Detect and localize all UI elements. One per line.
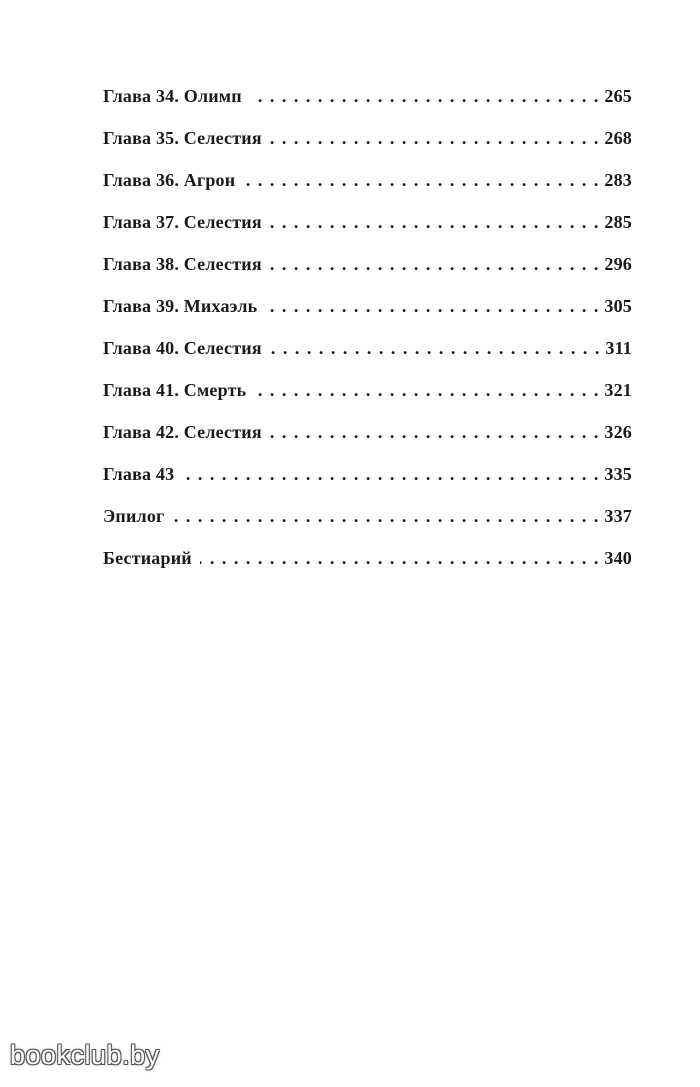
toc-entry-page: 305 bbox=[604, 296, 632, 316]
dot-leader bbox=[200, 548, 599, 569]
dot-leader bbox=[243, 170, 598, 191]
toc-entry-page: 337 bbox=[604, 506, 632, 526]
toc-entry bbox=[103, 296, 632, 338]
toc-entry-title: Глава 36. Агрон bbox=[103, 170, 236, 190]
toc-entry bbox=[103, 548, 632, 590]
toc-entry bbox=[103, 338, 632, 380]
toc-entry bbox=[103, 254, 632, 296]
toc-entry bbox=[103, 212, 632, 254]
toc-entry-page: 321 bbox=[604, 380, 632, 400]
toc-entry-title: Глава 39. Михаэль bbox=[103, 296, 258, 316]
toc-entry bbox=[103, 380, 632, 422]
dot-leader bbox=[172, 506, 598, 527]
dot-leader bbox=[270, 422, 599, 443]
toc-entry-page: 296 bbox=[604, 254, 632, 274]
toc-entry bbox=[103, 464, 632, 506]
toc-entry bbox=[103, 86, 632, 128]
toc-entry-page: 285 bbox=[604, 212, 632, 232]
toc-entry-title: Глава 42. Селестия bbox=[103, 422, 262, 442]
watermark: bookclub.by bbox=[10, 1040, 160, 1070]
toc-entry-page: 283 bbox=[604, 170, 632, 190]
dot-leader bbox=[250, 86, 599, 107]
dot-leader bbox=[182, 464, 598, 485]
toc-entry-title: Глава 35. Селестия bbox=[103, 128, 262, 148]
dot-leader bbox=[270, 128, 599, 149]
toc-entry-page: 265 bbox=[604, 86, 632, 106]
toc-entry-title: Глава 43 bbox=[103, 464, 175, 484]
toc-entry bbox=[103, 170, 632, 212]
toc-entry-title: Эпилог bbox=[103, 506, 165, 526]
dot-leader bbox=[254, 380, 598, 401]
toc-entry-title: Бестиарий bbox=[103, 548, 192, 568]
toc-entry-title: Глава 41. Смерть bbox=[103, 380, 247, 400]
table-of-contents bbox=[103, 86, 632, 590]
toc-entry bbox=[103, 506, 632, 548]
dot-leader bbox=[265, 296, 598, 317]
toc-entry-page: 268 bbox=[604, 128, 632, 148]
toc-entry-page: 335 bbox=[604, 464, 632, 484]
toc-entry bbox=[103, 128, 632, 170]
toc-entry-page: 340 bbox=[604, 548, 632, 568]
toc-entry-title: Глава 37. Селестия bbox=[103, 212, 262, 232]
toc-entry-page: 311 bbox=[605, 338, 632, 358]
dot-leader bbox=[270, 254, 599, 275]
toc-entry-title: Глава 40. Селестия bbox=[103, 338, 262, 358]
toc-entry bbox=[103, 422, 632, 464]
toc-entry-title: Глава 38. Селестия bbox=[103, 254, 262, 274]
dot-leader bbox=[270, 338, 600, 359]
toc-entry-page: 326 bbox=[604, 422, 632, 442]
dot-leader bbox=[270, 212, 599, 233]
toc-entry-title: Глава 34. Олимп bbox=[103, 86, 242, 106]
